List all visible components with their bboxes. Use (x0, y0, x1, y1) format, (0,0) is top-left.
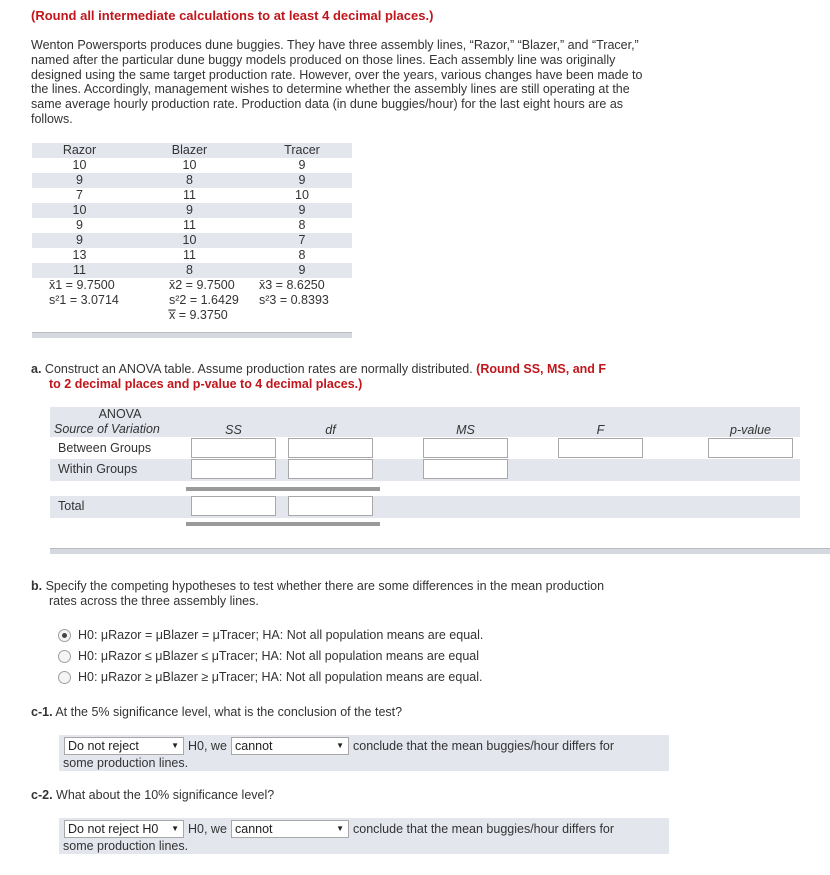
c1-answer-box (59, 735, 669, 771)
row-label-within: Within Groups (58, 462, 138, 476)
between-df-input[interactable] (288, 438, 373, 458)
cell: 10 (182, 233, 197, 247)
part-c1-question (31, 705, 402, 720)
part-c2-question (31, 788, 274, 803)
cell: 13 (72, 248, 87, 262)
between-f-input[interactable] (558, 438, 643, 458)
total-rule-top (186, 487, 380, 491)
between-ms-input[interactable] (423, 438, 508, 458)
chevron-down-icon: ▼ (171, 741, 179, 750)
chevron-down-icon: ▼ (336, 824, 344, 833)
cell: 7 (76, 188, 83, 202)
table-row (32, 203, 352, 218)
part-a-note-2: to 2 decimal places and p-value to 4 decimal places.) (49, 377, 363, 391)
section-divider-2 (50, 548, 830, 554)
table-header (32, 143, 352, 158)
cell: 10 (182, 158, 197, 172)
hypothesis-text-3: H0: μRazor ≥ μBlazer ≥ μTracer; HA: Not all population means are equal. (78, 670, 483, 684)
c1-tail-text-2: some production lines. (63, 756, 189, 770)
within-df-input[interactable] (288, 459, 373, 479)
c2-can-select[interactable] (231, 820, 349, 838)
c1-decision-value: Do not reject (68, 739, 139, 753)
cell: 8 (186, 263, 193, 277)
variances-row (32, 293, 352, 308)
section-divider (32, 332, 352, 338)
production-data-table (32, 143, 352, 323)
cell: 7 (298, 233, 306, 247)
grand-mean: x̿ = 9.3750 (169, 308, 228, 322)
c2-can-value: cannot (235, 822, 273, 836)
radio-selected[interactable] (58, 629, 71, 642)
within-ms-input[interactable] (423, 459, 508, 479)
c1-decision-select[interactable] (64, 737, 184, 755)
col-ss: SS (225, 423, 242, 437)
cell: 9 (76, 173, 83, 187)
cell: 9 (76, 233, 83, 247)
variance-razor: s²1 = 3.0714 (49, 293, 119, 307)
row-label-between: Between Groups (58, 441, 152, 455)
col-p-value: p-value (730, 423, 771, 437)
anova-title: ANOVA (98, 407, 142, 421)
anova-header (50, 407, 800, 437)
cell: 8 (186, 173, 193, 187)
chevron-down-icon: ▼ (336, 741, 344, 750)
cell: 9 (298, 203, 306, 217)
grand-mean-row (32, 308, 352, 323)
means-row (32, 278, 352, 293)
hypothesis-option-1[interactable] (58, 626, 483, 644)
cell: 10 (295, 188, 309, 202)
col-f: F (596, 423, 605, 437)
header-tracer: Tracer (284, 143, 320, 157)
cell: 11 (183, 248, 196, 262)
table-row (32, 263, 352, 278)
table-row (32, 248, 352, 263)
problem-intro: Wenton Powersports produces dune buggies. They have three assembly lines, “Razor,” “Blazer,” and “Tracer,” named after the particular dune buggy models produced on those lines. Each assembly line was originally designed using the same target production rate. However, over the years, various changes have been made to the lines. Accordingly, management wishes to determine whether the assembly lines are still operating at the same average hourly production rate. Production data (in dune buggies/hour) for the last eight hours are as follows. (31, 38, 643, 126)
header-razor: Razor (62, 143, 97, 157)
cell: 9 (298, 158, 306, 172)
mean-tracer: x̄3 = 8.6250 (259, 278, 325, 292)
part-a-label: a. (31, 362, 42, 376)
part-c2-text: What about the 10% significance level? (56, 788, 275, 802)
cell: 9 (298, 173, 306, 187)
part-c1-label: c-1. (31, 705, 53, 719)
within-ss-input[interactable] (191, 459, 276, 479)
c2-decision-select[interactable] (64, 820, 184, 838)
part-b-text-2: rates across the three assembly lines. (49, 594, 259, 608)
cell: 10 (72, 158, 87, 172)
total-ss-input[interactable] (191, 496, 276, 516)
cell: 9 (298, 263, 306, 277)
rounding-note: (Round all intermediate calculations to at least 4 decimal places.) (31, 8, 434, 23)
cell: 11 (183, 218, 196, 232)
c1-mid-text: H0, we (188, 739, 227, 753)
part-a-question (31, 362, 651, 392)
hypothesis-option-3[interactable] (58, 668, 482, 686)
part-b-label: b. (31, 579, 43, 593)
c2-decision-value: Do not reject H0 (68, 822, 159, 836)
table-row (32, 188, 352, 203)
col-df: df (325, 423, 336, 437)
table-row (32, 218, 352, 233)
total-df-input[interactable] (288, 496, 373, 516)
between-p-value-input[interactable] (708, 438, 793, 458)
part-b-question (31, 579, 651, 609)
hypothesis-option-2[interactable] (58, 647, 479, 665)
cell: 10 (72, 203, 87, 217)
part-c1-text: At the 5% significance level, what is the conclusion of the test? (55, 705, 403, 719)
total-rule-bottom (186, 522, 380, 526)
variance-blazer: s²2 = 1.6429 (169, 293, 239, 307)
c2-tail-text: conclude that the mean buggies/hour differs for (353, 822, 615, 836)
radio-unselected[interactable] (58, 671, 71, 684)
hypothesis-text-1: H0: μRazor = μBlazer = μTracer; HA: Not all population means are equal. (78, 628, 484, 642)
c2-tail-text-2: some production lines. (63, 839, 189, 853)
part-a-text: Construct an ANOVA table. Assume production rates are normally distributed. (44, 362, 473, 376)
radio-unselected[interactable] (58, 650, 71, 663)
cell: 8 (298, 218, 306, 232)
row-label-total: Total (58, 499, 85, 513)
mean-blazer: x̄2 = 9.7500 (169, 278, 235, 292)
c1-tail-text: conclude that the mean buggies/hour differs for (353, 739, 615, 753)
c1-can-value: cannot (235, 739, 273, 753)
table-row (32, 158, 352, 173)
c2-mid-text: H0, we (188, 822, 227, 836)
cell: 11 (183, 188, 196, 202)
chevron-down-icon: ▼ (171, 824, 179, 833)
part-c2-label: c-2. (31, 788, 53, 802)
hypothesis-text-2: H0: μRazor ≤ μBlazer ≤ μTracer; HA: Not all population means are equal (78, 649, 480, 663)
table-row (32, 233, 352, 248)
table-row (32, 173, 352, 188)
anova-row-total (50, 496, 800, 518)
col-ms: MS (456, 423, 475, 437)
cell: 8 (298, 248, 306, 262)
header-blazer: Blazer (171, 143, 208, 157)
cell: 9 (76, 218, 83, 232)
part-a-note-1: (Round SS, MS, and F (476, 362, 607, 376)
cell: 11 (73, 263, 86, 277)
between-ss-input[interactable] (191, 438, 276, 458)
variance-tracer: s²3 = 0.8393 (259, 293, 329, 307)
cell: 9 (186, 203, 193, 217)
source-of-variation-label: Source of Variation (54, 422, 160, 436)
mean-razor: x̄1 = 9.7500 (49, 278, 115, 292)
part-b-text-1: Specify the competing hypotheses to test whether there are some differences in the mean production (45, 579, 605, 593)
c2-answer-box (59, 818, 669, 854)
c1-can-select[interactable] (231, 737, 349, 755)
